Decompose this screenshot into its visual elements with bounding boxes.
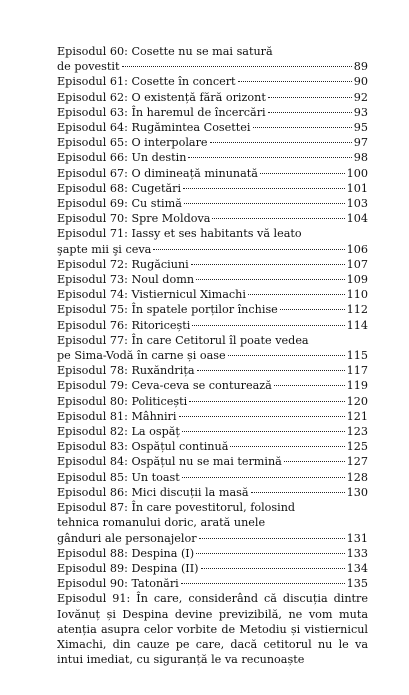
dot-leader	[189, 400, 344, 402]
toc-page-number: 97	[353, 136, 368, 150]
toc-entry[interactable]	[57, 257, 368, 272]
toc-entry-title: Episodul 69: Cu stimă	[57, 197, 182, 211]
toc-entry-title: Episodul 73: Noul domn	[57, 273, 195, 287]
toc-entry-title: Episodul 63: În haremul de încercări	[57, 105, 266, 119]
toc-page-number: 128	[346, 470, 368, 484]
toc-page-number: 89	[353, 60, 368, 74]
toc-entry[interactable]	[57, 302, 368, 317]
toc-entry-title: Episodul 88: Despina (I)	[57, 546, 195, 560]
toc-entry[interactable]	[57, 439, 368, 454]
dot-leader	[280, 308, 345, 310]
dot-leader	[182, 430, 345, 432]
toc-page-number: 133	[346, 546, 368, 560]
toc-entry[interactable]	[57, 561, 368, 576]
toc-entry[interactable]	[57, 211, 368, 226]
toc-page-number: 119	[346, 379, 368, 393]
toc-entry-title: Episodul 75: În spatele porților închise	[57, 303, 278, 317]
toc-page-number: 114	[346, 318, 368, 332]
dot-leader	[153, 248, 344, 250]
toc-entry[interactable]	[57, 424, 368, 439]
dot-leader	[274, 384, 345, 386]
toc-entry-title: Episodul 87: În care povestitorul, folosind	[57, 501, 296, 515]
toc-entry[interactable]	[57, 150, 368, 165]
toc-entry[interactable]	[57, 120, 368, 135]
toc-entry-title: Episodul 86: Mici discuții la masă	[57, 485, 249, 499]
toc-entry[interactable]	[57, 90, 368, 105]
toc-page-number: 121	[346, 409, 368, 423]
toc-entry-title: Episodul 62: O existență fără orizont	[57, 90, 266, 104]
toc-page-number: 134	[346, 561, 368, 575]
toc-entry-title: Episodul 82: La ospăț	[57, 425, 180, 439]
dot-leader	[201, 567, 345, 569]
toc-entry[interactable]	[57, 226, 368, 256]
toc-entry[interactable]	[57, 576, 368, 591]
dot-leader	[284, 460, 345, 462]
toc-entry-title: Episodul 65: O interpolare	[57, 136, 208, 150]
toc-entry[interactable]	[57, 363, 368, 378]
toc-entry-title: Episodul 64: Rugămintea Cosettei	[57, 121, 251, 135]
toc-page-number: 106	[346, 242, 368, 256]
toc-entry[interactable]	[57, 44, 368, 74]
toc-page-number: 95	[353, 121, 368, 135]
toc-page-number: 131	[346, 531, 368, 545]
toc-entry-title-continued: gânduri ale personajelor	[57, 531, 197, 545]
toc-page-number: 109	[346, 273, 368, 287]
toc-page-number: 127	[346, 455, 368, 469]
dot-leader	[188, 156, 351, 158]
toc-entry-title: Episodul 78: Ruxăndrița	[57, 364, 195, 378]
toc-entry-title: Episodul 81: Mâhniri	[57, 409, 177, 423]
toc-page-number: 101	[346, 181, 368, 195]
toc-entry-title: Episodul 85: Un toast	[57, 470, 180, 484]
dot-leader	[184, 202, 345, 204]
toc-entry[interactable]	[57, 105, 368, 120]
toc-entry-title: Episodul 80: Politicești	[57, 394, 188, 408]
toc-entry[interactable]	[57, 546, 368, 561]
toc-entry[interactable]	[57, 166, 368, 181]
toc-entry-title-continued: pe Sima-Vodă în carne și oase	[57, 349, 226, 363]
toc-entry-title: Episodul 67: O dimineață minunată	[57, 166, 258, 180]
toc-page-number: 112	[346, 303, 368, 317]
toc-entry-title: Episodul 74: Vistiernicul Ximachi	[57, 288, 246, 302]
toc-entry[interactable]	[57, 181, 368, 196]
toc-page-number: 103	[346, 197, 368, 211]
toc-entry-title: Episodul 70: Spre Moldova	[57, 212, 211, 226]
dot-leader	[199, 537, 345, 539]
dot-leader	[210, 141, 352, 143]
toc-entry-final[interactable]: Episodul 91: În care, considerând că discuția dintre Iovănuț și Despina devine previzibilă, ne vom muta atenția asupra celor vorbite de Metodiu și vistiernicul Ximachi, din cauze pe care, dacă cetitorul nu le va intui imediat, cu siguranță le va recunoaște	[57, 592, 368, 667]
dot-leader	[268, 96, 352, 98]
toc-entry-title: Episodul 90: Tatonări	[57, 577, 179, 591]
toc-page-number: 107	[346, 257, 368, 271]
dot-leader	[260, 172, 345, 174]
toc-page-number: 123	[346, 425, 368, 439]
toc-page-number: 104	[346, 212, 368, 226]
toc-page-number: 135	[346, 577, 368, 591]
toc-page-number: 98	[353, 151, 368, 165]
toc-entry[interactable]	[57, 196, 368, 211]
toc-entry[interactable]	[57, 74, 368, 89]
dot-leader	[196, 552, 345, 554]
toc-page-number: 92	[353, 90, 368, 104]
toc-page-number: 120	[346, 394, 368, 408]
dot-leader	[238, 80, 352, 82]
dot-leader	[253, 126, 352, 128]
dot-leader	[192, 324, 344, 326]
toc-page-number: 117	[346, 364, 368, 378]
toc-entry-title: Episodul 77: În care Cetitorul îl poate vedea	[57, 333, 309, 347]
toc-page-number: 130	[346, 485, 368, 499]
toc-entry-title: Episodul 83: Ospățul continuă	[57, 440, 229, 454]
toc-entry-title: Episodul 76: Ritoricești	[57, 318, 191, 332]
dot-leader	[179, 415, 345, 417]
toc-entry[interactable]	[57, 287, 368, 302]
toc-entry-title: Episodul 89: Despina (II)	[57, 561, 199, 575]
dot-leader	[196, 278, 345, 280]
toc-entry[interactable]	[57, 378, 368, 393]
toc-entry-title: Episodul 79: Ceva-ceva se conturează	[57, 379, 272, 393]
toc-page-number: 115	[346, 349, 368, 363]
toc-entry-title: Episodul 84: Ospățul nu se mai termină	[57, 455, 282, 469]
dot-leader	[181, 582, 345, 584]
toc-entry[interactable]	[57, 333, 368, 363]
dot-leader	[182, 476, 345, 478]
toc-entry-title: Episodul 66: Un destin	[57, 151, 187, 165]
toc-entry-title-continued: de povestit	[57, 60, 120, 74]
toc-entry-title: Episodul 72: Rugăciuni	[57, 257, 189, 271]
table-of-contents	[57, 44, 368, 667]
toc-entry[interactable]	[57, 135, 368, 150]
dot-leader	[197, 369, 345, 371]
toc-page-number: 125	[346, 440, 368, 454]
toc-entry[interactable]	[57, 500, 368, 546]
dot-leader	[122, 65, 352, 67]
toc-entry[interactable]	[57, 485, 368, 500]
toc-entry-title-continued: tehnica romanului doric, arată unele	[57, 516, 266, 530]
dot-leader	[230, 445, 344, 447]
dot-leader	[191, 263, 345, 265]
dot-leader	[248, 293, 345, 295]
dot-leader	[228, 354, 345, 356]
toc-entry[interactable]	[57, 394, 368, 409]
toc-page-number: 110	[346, 288, 368, 302]
dot-leader	[183, 187, 345, 189]
dot-leader	[212, 217, 344, 219]
toc-entry[interactable]	[57, 318, 368, 333]
toc-entry[interactable]	[57, 470, 368, 485]
toc-entry-title: Episodul 60: Cosette nu se mai satură	[57, 45, 273, 58]
toc-entry-title: Episodul 71: Iassy et ses habitants vă leato	[57, 227, 302, 241]
toc-entry-title: Episodul 68: Cugetări	[57, 181, 182, 195]
toc-entry[interactable]	[57, 272, 368, 287]
toc-page-number: 93	[353, 105, 368, 119]
toc-entry-title-continued: şapte mii şi ceva	[57, 242, 152, 256]
toc-entry[interactable]	[57, 409, 368, 424]
toc-page-number: 90	[353, 75, 368, 89]
toc-entry-title: Episodul 61: Cosette în concert	[57, 75, 236, 89]
toc-page-number: 100	[346, 166, 368, 180]
dot-leader	[251, 491, 345, 493]
dot-leader	[268, 111, 352, 113]
toc-entry[interactable]	[57, 454, 368, 469]
